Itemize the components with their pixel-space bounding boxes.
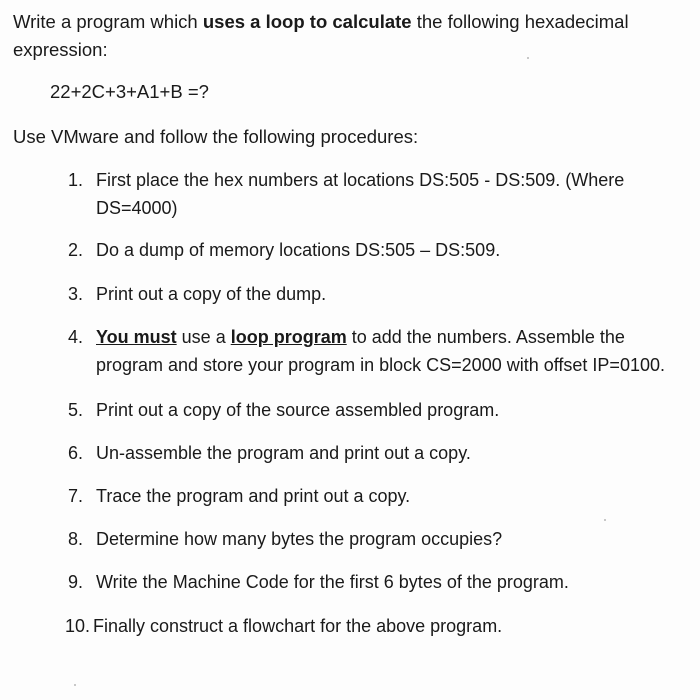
step-number: 6. xyxy=(68,443,84,463)
step-text: Print out a copy of the dump. xyxy=(96,284,327,304)
step-text-mid: use a xyxy=(176,327,231,347)
step-number: 9. xyxy=(68,572,84,592)
hex-expression: 22+2C+3+A1+B =? xyxy=(50,81,209,102)
list-item xyxy=(68,568,668,596)
emphasis-you-must: You must xyxy=(96,327,177,347)
list-item xyxy=(68,439,668,467)
step-number: 5. xyxy=(68,400,84,420)
intro-bold-text: uses a loop to calculate xyxy=(202,11,412,32)
intro-paragraph xyxy=(13,8,673,64)
intro-text-1: Write a program which xyxy=(13,11,203,32)
list-item xyxy=(68,280,668,308)
step-text: Finally construct a flowchart for the above program. xyxy=(93,616,503,636)
step-number: 8. xyxy=(68,529,84,549)
step-text: Print out a copy of the source assembled program. xyxy=(96,400,500,420)
list-item xyxy=(68,323,693,379)
step-number: 7. xyxy=(68,486,84,506)
step-text: Do a dump of memory locations DS:505 – DS:509. xyxy=(96,240,501,260)
scan-speck xyxy=(74,684,76,686)
list-item xyxy=(68,482,668,510)
step-text: Un-assemble the program and print out a copy. xyxy=(96,443,471,463)
step-number: 4. xyxy=(68,327,84,347)
scan-speck xyxy=(604,519,606,521)
procedures-heading: Use VMware and follow the following procedures: xyxy=(13,126,419,147)
list-item xyxy=(68,166,668,222)
step-text: Determine how many bytes the program occupies? xyxy=(96,529,503,549)
step-number: 3. xyxy=(68,284,84,304)
step-text: First place the hex numbers at locations DS:505 - DS:509. (Where DS=4000) xyxy=(96,170,625,218)
list-item xyxy=(68,525,668,553)
intro-text-2: the following hexadecimal expression: xyxy=(13,11,629,60)
step-text-rest: to add the numbers. Assemble the program and store your program in block CS=2000 with offset IP=0100. xyxy=(96,327,665,375)
step-number: 2. xyxy=(68,240,84,260)
list-item xyxy=(65,612,668,640)
step-number: 1. xyxy=(68,170,84,190)
scan-speck xyxy=(527,57,529,59)
step-number: 10. xyxy=(65,616,91,636)
emphasis-loop-program: loop program xyxy=(230,327,347,347)
step-text xyxy=(96,323,693,379)
list-item xyxy=(68,236,668,264)
step-text: Trace the program and print out a copy. xyxy=(96,486,411,506)
step-text: Write the Machine Code for the first 6 bytes of the program. xyxy=(96,572,569,592)
list-item xyxy=(68,396,668,424)
